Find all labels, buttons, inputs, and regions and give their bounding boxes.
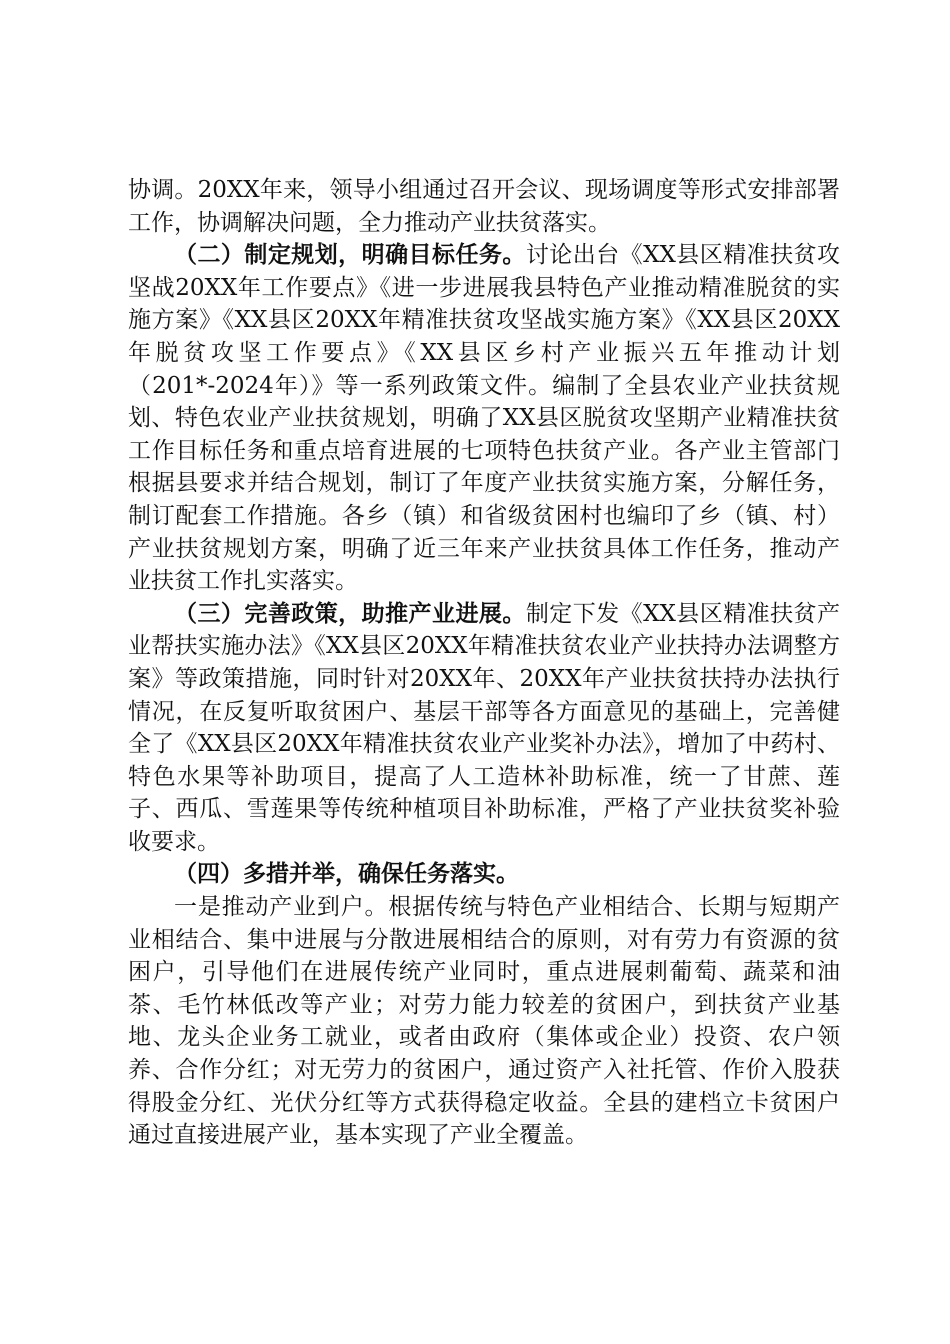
paragraph-section-2 [128, 239, 840, 598]
section-heading: （三）完善政策，助推产业进展。 [174, 600, 526, 627]
paragraph-coordination [128, 174, 840, 239]
paragraph-text: 制定下发《XX县区精准扶贫产业帮扶实施办法》《XX县区20XX年精准扶贫农业产业扶持办法调整方案》等政策措施，同时针对20XX年、20XX年产业扶贫扶持办法执行情况，在反复听取贫困户、基层干部等各方面意见的基础上，完善健全了《XX县区20XX年精准扶贫农业产业奖补办法》，增加了中药村、特色水果等补助项目，提高了人工造林补助标准，统一了甘蔗、莲子、西瓜、雪莲果等传统种植项目补助标准，严格了产业扶贫奖补验收要求。 [128, 600, 841, 855]
section-heading: （二）制定规划，明确目标任务。 [174, 242, 526, 269]
paragraph-text: 协调。20XX年来，领导小组通过召开会议、现场调度等形式安排部署工作，协调解决问题，全力推动产业扶贫落实。 [128, 177, 840, 236]
paragraph-section-3 [128, 598, 840, 859]
paragraph-text: 一是推动产业到户。根据传统与特色产业相结合、长期与短期产业相结合、集中进展与分散进展相结合的原则，对有劳力有资源的贫困户，引导他们在进展传统产业同时，重点进展刺葡萄、蔬菜和油茶、毛竹林低改等产业；对劳力能力较差的贫困户，到扶贫产业基地、龙头企业务工就业，或者由政府（集体或企业）投资、农户领养、合作分红；对无劳力的贫困户，通过资产入社托管、作价入股获得股金分红、光伏分红等方式获得稳定收益。全县的建档立卡贫困户通过直接进展产业，基本实现了产业全覆盖。 [128, 894, 840, 1149]
paragraph-text: 讨论出台《XX县区精准扶贫攻坚战20XX年工作要点》《进一步进展我县特色产业推动精准脱贫的实施方案》《XX县区20XX年精准扶贫攻坚战实施方案》《XX县区20XX年脱贫攻坚工作要点》《XX县区乡村产业振兴五年推动计划（201*-2024年）》等一系列政策文件。编制了全县农业产业扶贫规划、特色农业产业扶贫规划，明确了XX县区脱贫攻坚期产业精准扶贫工作目标任务和重点培育进展的七项特色扶贫产业。各产业主管部门根据县要求并结合规划，制订了年度产业扶贫实施方案，分解任务，制订配套工作措施。各乡（镇）和省级贫困村也编印了乡（镇、村）产业扶贫规划方案，明确了近三年来产业扶贫具体工作任务，推动产业扶贫工作扎实落实。 [128, 242, 841, 595]
paragraph-section-4 [128, 858, 840, 891]
document-body [128, 174, 840, 1152]
paragraph-industry-to-household [128, 891, 840, 1152]
section-heading: （四）多措并举，确保任务落实。 [174, 861, 519, 888]
